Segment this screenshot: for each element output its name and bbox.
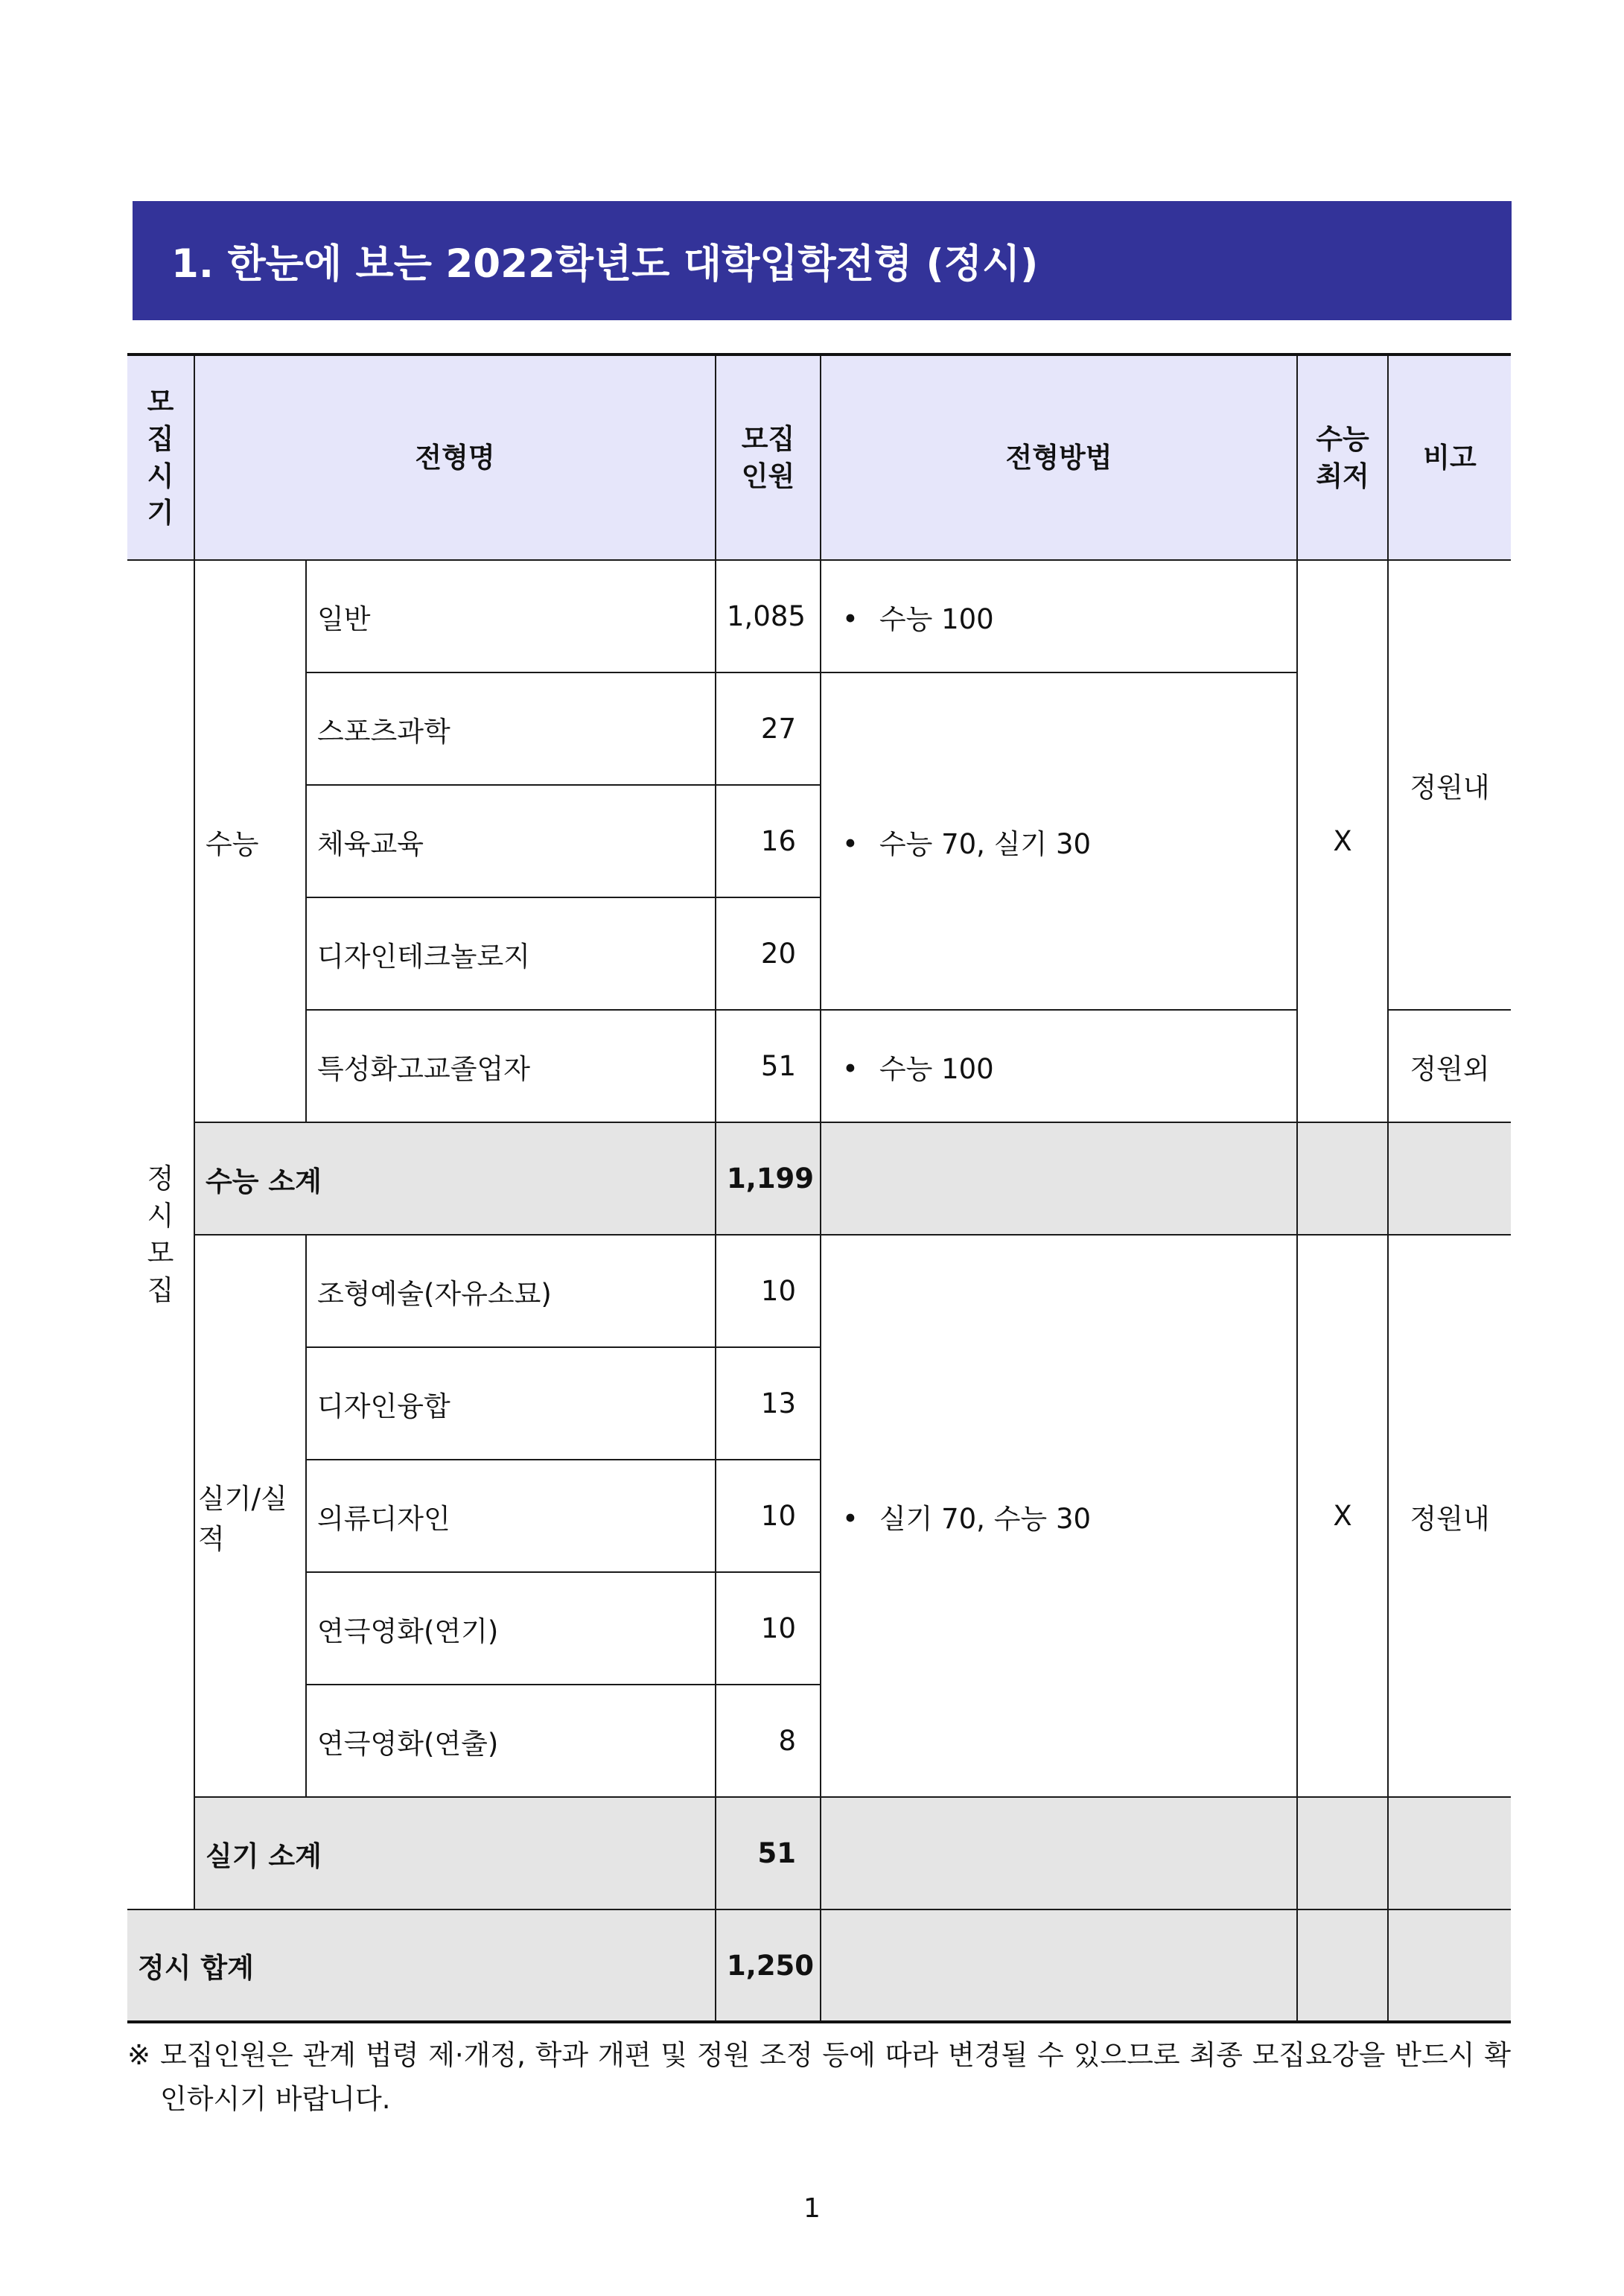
empty-cell bbox=[821, 1797, 1297, 1909]
row-name: 연극영화(연출) bbox=[306, 1685, 716, 1797]
subtotal-row-suneung bbox=[127, 1122, 1511, 1235]
header-name: 전형명 bbox=[194, 354, 716, 560]
admission-table bbox=[127, 353, 1511, 2023]
row-name: 의류디자인 bbox=[306, 1460, 716, 1572]
page-title: 1. 한눈에 보는 2022학년도 대학입학전형 (정시) bbox=[133, 201, 1512, 320]
minimum-cell: X bbox=[1297, 1235, 1388, 1797]
row-count: 8 bbox=[716, 1685, 821, 1797]
row-name: 조형예술(자유소묘) bbox=[306, 1235, 716, 1347]
empty-cell bbox=[1388, 1797, 1511, 1909]
table-header-row bbox=[127, 354, 1511, 560]
row-name: 연극영화(연기) bbox=[306, 1572, 716, 1685]
period-cell: 정 시 모 집 bbox=[127, 560, 194, 1909]
row-name: 일반 bbox=[306, 560, 716, 672]
method-cell: • 수능 100 bbox=[821, 1010, 1297, 1122]
empty-cell bbox=[1388, 1122, 1511, 1235]
header-note: 비고 bbox=[1388, 354, 1511, 560]
row-count: 10 bbox=[716, 1235, 821, 1347]
header-minimum: 수능 최저 bbox=[1297, 354, 1388, 560]
minimum-cell: X bbox=[1297, 560, 1388, 1122]
page-number: 1 bbox=[803, 2193, 821, 2224]
total-label: 정시 합계 bbox=[127, 1909, 716, 2022]
subtotal-label: 실기 소계 bbox=[194, 1797, 716, 1909]
row-name: 디자인융합 bbox=[306, 1347, 716, 1460]
row-count: 16 bbox=[716, 785, 821, 897]
footnote bbox=[127, 2033, 1511, 2121]
header-period: 모집 시기 bbox=[127, 354, 194, 560]
row-count: 27 bbox=[716, 672, 821, 785]
row-count: 10 bbox=[716, 1572, 821, 1685]
empty-cell bbox=[821, 1909, 1297, 2022]
header-method: 전형방법 bbox=[821, 354, 1297, 560]
empty-cell bbox=[1297, 1122, 1388, 1235]
table-row bbox=[127, 560, 1511, 672]
row-count: 51 bbox=[716, 1010, 821, 1122]
footnote-text: 모집인원은 관계 법령 제·개정, 학과 개편 및 정원 조정 등에 따라 변경될 수 있으므로 최종 모집요강을 반드시 확인하시기 바랍니다. bbox=[160, 2039, 1511, 2116]
row-name: 특성화고교졸업자 bbox=[306, 1010, 716, 1122]
row-name: 디자인테크놀로지 bbox=[306, 897, 716, 1010]
table-row bbox=[127, 1235, 1511, 1347]
total-count: 1,250 bbox=[716, 1909, 821, 2022]
group-suneung: 수능 bbox=[194, 560, 306, 1122]
row-name: 스포츠과학 bbox=[306, 672, 716, 785]
empty-cell bbox=[821, 1122, 1297, 1235]
empty-cell bbox=[1297, 1797, 1388, 1909]
row-count: 10 bbox=[716, 1460, 821, 1572]
note-cell: 정원내 bbox=[1388, 560, 1511, 1010]
subtotal-row-practical bbox=[127, 1797, 1511, 1909]
method-cell: • 수능 70, 실기 30 bbox=[821, 672, 1297, 1010]
note-cell: 정원외 bbox=[1388, 1010, 1511, 1122]
header-count: 모집 인원 bbox=[716, 354, 821, 560]
reference-mark-icon: ※ bbox=[127, 2039, 151, 2071]
row-name: 체육교육 bbox=[306, 785, 716, 897]
row-count: 20 bbox=[716, 897, 821, 1010]
empty-cell bbox=[1388, 1909, 1511, 2022]
subtotal-label: 수능 소계 bbox=[194, 1122, 716, 1235]
group-practical: 실기/실적 bbox=[194, 1235, 306, 1797]
method-cell: • 실기 70, 수능 30 bbox=[821, 1235, 1297, 1797]
total-row bbox=[127, 1909, 1511, 2022]
note-cell: 정원내 bbox=[1388, 1235, 1511, 1797]
subtotal-count: 1,199 bbox=[716, 1122, 821, 1235]
row-count: 13 bbox=[716, 1347, 821, 1460]
row-count: 1,085 bbox=[716, 560, 821, 672]
empty-cell bbox=[1297, 1909, 1388, 2022]
subtotal-count: 51 bbox=[716, 1797, 821, 1909]
method-cell: • 수능 100 bbox=[821, 560, 1297, 672]
